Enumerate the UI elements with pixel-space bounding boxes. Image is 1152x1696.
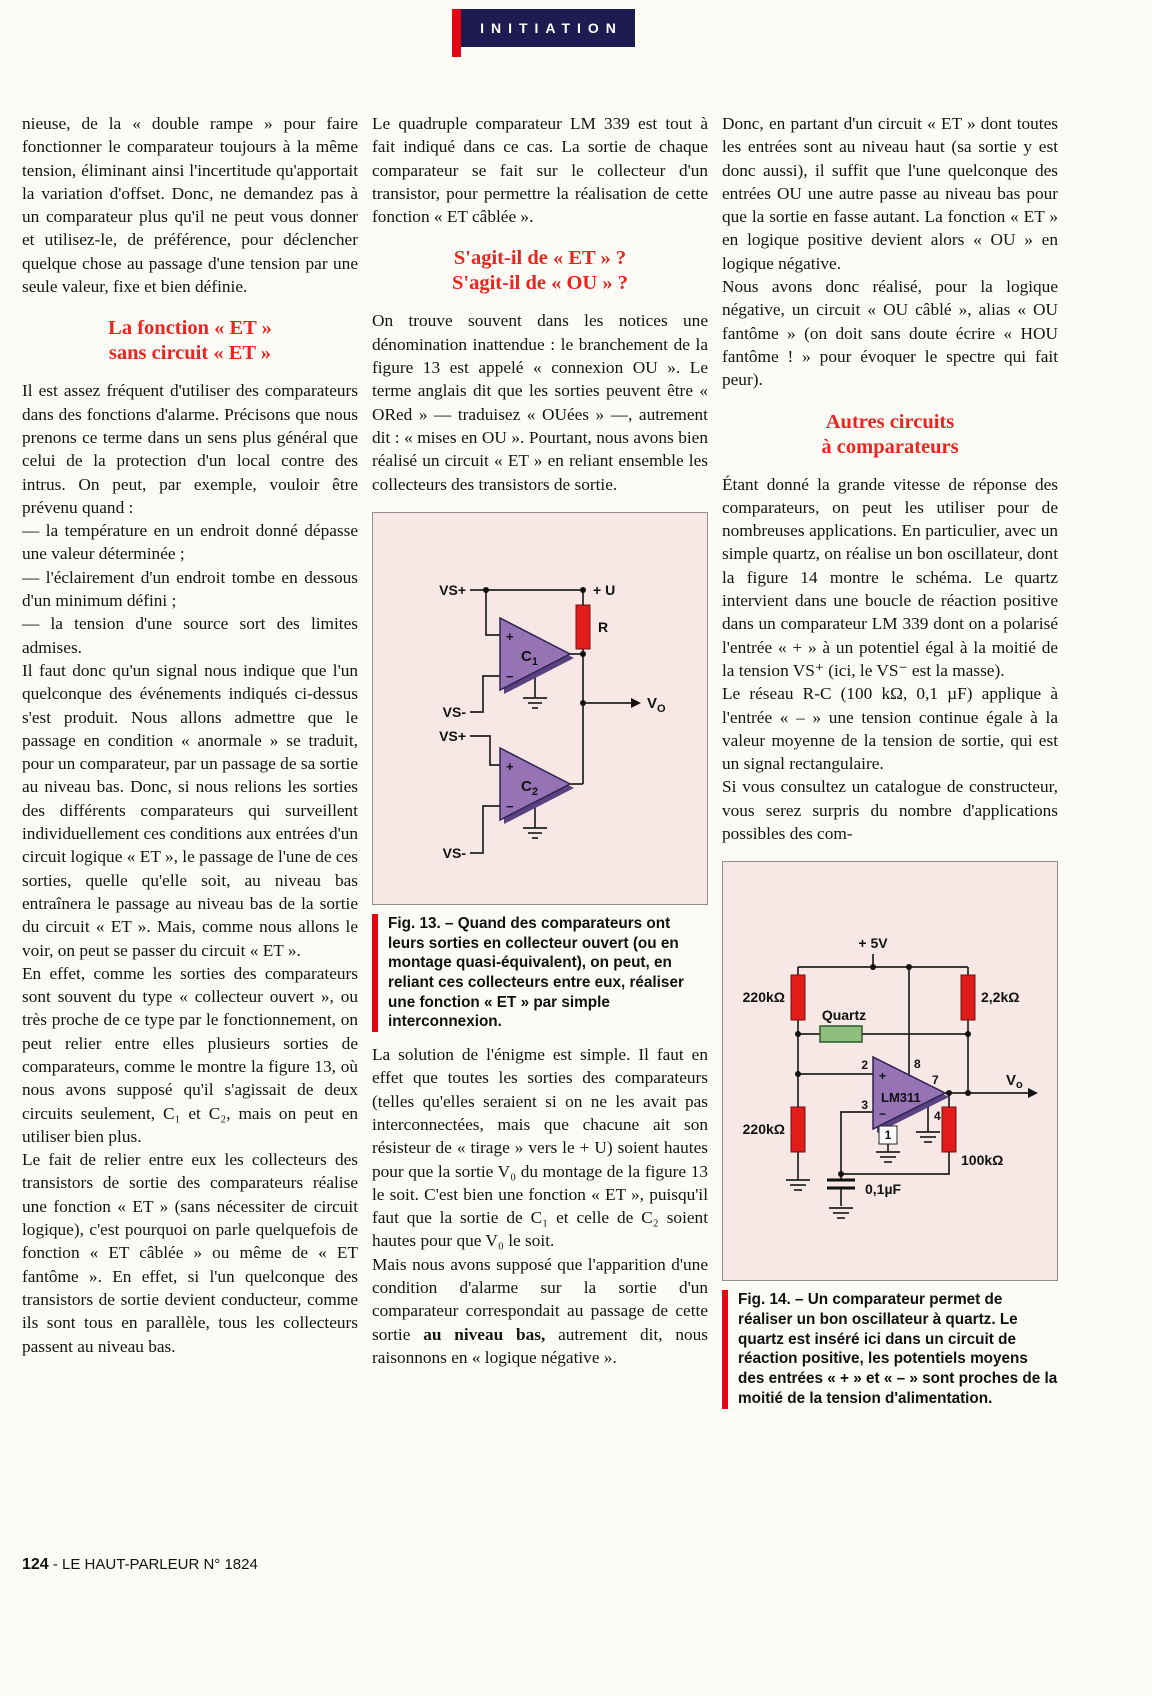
fig13-c1-plus: + — [506, 628, 514, 644]
fig13-output-arrow — [631, 698, 641, 708]
fig14-resistor-220k-top — [791, 975, 805, 1020]
fig14-label-100k: 100kΩ — [961, 1152, 1004, 1169]
fig13-label-vsminus-mid: VS- — [442, 703, 466, 720]
heading-line: S'agit-il de « ET » ? — [453, 247, 627, 270]
emphasis-bold: au niveau bas, — [423, 1324, 546, 1344]
paragraph: La solution de l'énigme est simple. Il faut en effet que toutes les sorties des comparateurs (telles qu'elles seraient si on ne les avait pas interconnectées, mais que chacune ait son résisteur de « tirage » vers le + U) soient hautes pour que la sortie V₀ du montage de la figure 13 le soit. C'est bien une fonction « ET », puisqu'il faut que la sortie de C₁ et celle de C₂ soient hautes pour que V₀ le soit. — [372, 1045, 708, 1251]
paragraph: Nous avons donc réalisé, pour la logique négative, un circuit « OU câblé », alias « OU fantôme » (on doit sans doute écrire « HOU fantôme ! » pour évoquer le spectre qui fait peur). — [722, 277, 1058, 390]
figure-14-schematic — [722, 861, 1058, 1281]
fig14-label-vo: $V_o$ — [1006, 1072, 1023, 1092]
page-footer — [22, 1556, 258, 1574]
fig14-label-quartz: Quartz — [821, 1007, 867, 1024]
figure-14-caption: Fig. 14. – Un comparateur permet de réaliser un bon oscillateur à quartz. Le quartz est inséré ici dans un circuit de réaction positive, les potentiels moyens des entrées « + » et « – » sont proches de la moitié de la tension d'alimentation. — [738, 1291, 1058, 1407]
figure-14 — [722, 861, 1058, 1408]
fig13-label-c2: $C_2$ — [521, 777, 538, 798]
fig14-resistor-2k2 — [961, 975, 975, 1020]
paragraph-text: autrement dit, nous raisonnons en « logique négative ». — [372, 1324, 709, 1367]
heading-line: Autres circuits — [825, 410, 955, 433]
page-number: 124 — [22, 1556, 49, 1573]
column-2 — [372, 112, 708, 1409]
paragraph — [372, 1253, 708, 1369]
fig14-pin8-label: 8 — [914, 1057, 921, 1072]
fig14-capacitor — [827, 1180, 855, 1188]
fig14-plus-input: + — [879, 1069, 887, 1084]
header-banner — [452, 9, 635, 57]
banner-title: INITIATION — [480, 20, 623, 36]
fig14-label-5v: + 5V — [858, 935, 888, 952]
list-item: — la température en un endroit donné dépasse une valeur déterminée ; — [22, 521, 358, 564]
fig14-resistor-100k — [942, 1107, 956, 1152]
fig13-label-uplus: + U — [593, 581, 616, 598]
fig13-label-vout: $V_O$ — [647, 694, 666, 715]
fig14-label-cap: 0,1µF — [865, 1181, 902, 1198]
fig13-label-vsminus-bot: VS- — [442, 844, 466, 861]
fig14-pin4-label: 4 — [934, 1109, 941, 1124]
fig14-pin3-label: 3 — [861, 1098, 868, 1113]
paragraph: nieuse, de la « double rampe » pour faire fonctionner le comparateur toujours à la même tension, éliminant ainsi l'incertitude qu'apportait la variation d'offset. Donc, ne demandez pas à un comparateur plus qu'il ne peut vous donner et utilisez-le, de préférence, pour déclencher quelque chose au passage d'une tension par une seule valeur, fixe et bien définie. — [22, 114, 358, 297]
article-columns — [22, 112, 1058, 1409]
paragraph: Si vous consultez un catalogue de constructeur, vous serez surpris du nombre d'applications possibles des com- — [722, 777, 1058, 844]
fig13-c2-minus: − — [506, 798, 514, 814]
fig13-c1-minus: − — [506, 668, 514, 684]
paragraph: Il est assez fréquent d'utiliser des comparateurs dans des fonctions d'alarme. Précisons que nous prenons ce terme dans un sens plus général que celui de la protection d'un local contre des intrus. On peut, par exemple, vouloir être prévenu quand : — [22, 381, 358, 517]
fig14-minus-input: − — [879, 1107, 887, 1122]
fig14-label-220k-bottom: 220kΩ — [742, 1121, 785, 1138]
fig14-output-arrow — [1028, 1088, 1038, 1098]
fig13-label-c1: $C_1$ — [521, 647, 538, 668]
figure-14-caption-block — [722, 1290, 1058, 1408]
fig14-label-220k-top: 220kΩ — [742, 989, 785, 1006]
fig14-pin7-label: 7 — [932, 1073, 939, 1088]
heading-line: à comparateurs — [821, 435, 959, 458]
caption-red-bar — [722, 1290, 728, 1408]
footer-journal-title: - LE HAUT-PARLEUR N° 1824 — [48, 1556, 258, 1573]
section-heading-autres — [722, 410, 1058, 460]
list-item: — la tension d'une source sort des limites admises. — [22, 614, 358, 657]
figure-13-caption-block — [372, 914, 708, 1032]
paragraph: Étant donné la grande vitesse de réponse des comparateurs, on peut les utiliser pour de nombreuses applications. En particulier, avec un simple quartz, on réalise un bon oscillateur, dont la figure 14 montre le schéma. Le quartz intervient dans une boucle de réaction positive dans un comparateur LM 339 dont on a polarisé l'entrée « + » à un potentiel égal à la moitié de la tension VS⁺ (ici, le VS⁻ est la masse). — [722, 474, 1058, 680]
paragraph: Il faut donc qu'un signal nous indique que l'un quelconque des événements indiqués ci-dessus s'est produit. Nous allons admettre que le passage en condition « anormale » se traduit, pour un comparateur, par un passage de sa sortie au niveau bas. Donc, si nous relions les sorties des différents comparateurs qui surveillent individuellement ces conditions aux entrées d'un circuit logique « ET », le passage de l'une de ces sorties, quelle qu'elle soit, au niveau bas entraînera le passage au niveau bas de la sortie du circuit « ET ». Mais, comme nous allons le voir, on peut se passer du circuit « ET ». — [22, 660, 358, 960]
paragraph: Le quadruple comparateur LM 339 est tout à fait indiqué dans ce cas. La sortie de chaque comparateur se fait sur le collecteur d'un transistor, pour permettre la réalisation de cette fonction « ET câblée ». — [372, 114, 708, 227]
paragraph-text: Mais nous avons supposé que l'apparition d'une condition d'alarme sur la sortie d'un comparateur correspondait au passage de cette sortie — [372, 1254, 708, 1344]
figure-13-schematic — [372, 512, 708, 905]
list-item: — l'éclairement d'un endroit tombe en dessous d'un minimum défini ; — [22, 567, 358, 611]
paragraph: Le réseau R-C (100 kΩ, 0,1 µF) applique à l'entrée « – » une tension continue égale à la valeur moyenne de la tension de sortie, qui est un signal rectangulaire. — [722, 684, 1058, 774]
fig14-label-2k2: 2,2kΩ — [981, 989, 1020, 1006]
heading-line: La fonction « ET » — [108, 317, 272, 340]
figure-13-svg — [373, 513, 707, 904]
fig14-label-lm311: LM311 — [881, 1090, 921, 1106]
heading-line: sans circuit « ET » — [108, 342, 272, 365]
paragraph: On trouve souvent dans les notices une dénomination inattendue : le branchement de la figure 13 est appelé « connexion OU ». Le terme anglais dit que les sorties peuvent être « ORed » — traduisez « OUées » —, autrement dit : « mises en OU ». Pourtant, nous avons bien réalisé un circuit « ET » en reliant ensemble les collecteurs des transistors de sortie. — [372, 311, 708, 494]
fig14-pin2-label: 2 — [861, 1058, 868, 1073]
fig14-pin1-label: 1 — [884, 1128, 892, 1143]
caption-red-bar — [372, 914, 378, 1032]
fig13-label-vsplus-mid: VS+ — [439, 727, 466, 744]
figure-14-svg — [723, 862, 1057, 1280]
fig14-resistor-220k-bottom — [791, 1107, 805, 1152]
paragraph: Donc, en partant d'un circuit « ET » dont toutes les entrées sont au niveau haut (sa sortie y est donc aussi), il suffit que l'une quelconque des entrées OU une autre passe au niveau bas pour que la sortie en fasse autant. La fonction « ET » en logique positive devient alors « OU » en logique négative. — [722, 114, 1058, 273]
column-3 — [722, 112, 1058, 1409]
paragraph: En effet, comme les sorties des comparateurs sont souvent du type « collecteur ouvert », ou très proche de ce type par le fonctionnement, on peut relier entre elles plusieurs sorties de comparateurs, comme le montre la figure 13, où nous avons supposé qu'il s'agissait de deux circuits seulement, C₁ et C₂, mais on peut en utiliser bien plus. — [22, 963, 358, 1146]
fig13-c2-plus: + — [506, 758, 514, 774]
banner-red-bar — [452, 9, 461, 57]
section-heading-et — [22, 316, 358, 366]
fig13-label-vsplus-top: VS+ — [439, 581, 466, 598]
fig13-resistor-r — [576, 605, 590, 649]
figure-13 — [372, 512, 708, 1032]
fig14-quartz-component — [820, 1026, 862, 1042]
section-heading-et-ou — [372, 246, 708, 296]
paragraph: Le fait de relier entre eux les collecteurs des transistors de sortie des comparateurs réalise une fonction « ET » (sans nécessiter de circuit logique), c'est pourquoi on parle quelquefois de fonction « ET câblée » ou même de « ET fantôme ». En effet, si l'un quelconque des transistors de sortie devient conducteur, comme ils sont tous en parallèle, tous les collecteurs passent au niveau bas. — [22, 1150, 358, 1356]
banner-box — [461, 9, 635, 47]
figure-13-caption: Fig. 13. – Quand des comparateurs ont leurs sorties en collecteur ouvert (ou en montage quasi-équivalent), on peut, en reliant ces collecteurs entre eux, réaliser une fonction « ET » par simple interconnexion. — [388, 914, 684, 1031]
column-1 — [22, 112, 358, 1409]
heading-line: S'agit-il de « OU » ? — [452, 272, 628, 295]
fig13-label-r: R — [598, 618, 609, 635]
